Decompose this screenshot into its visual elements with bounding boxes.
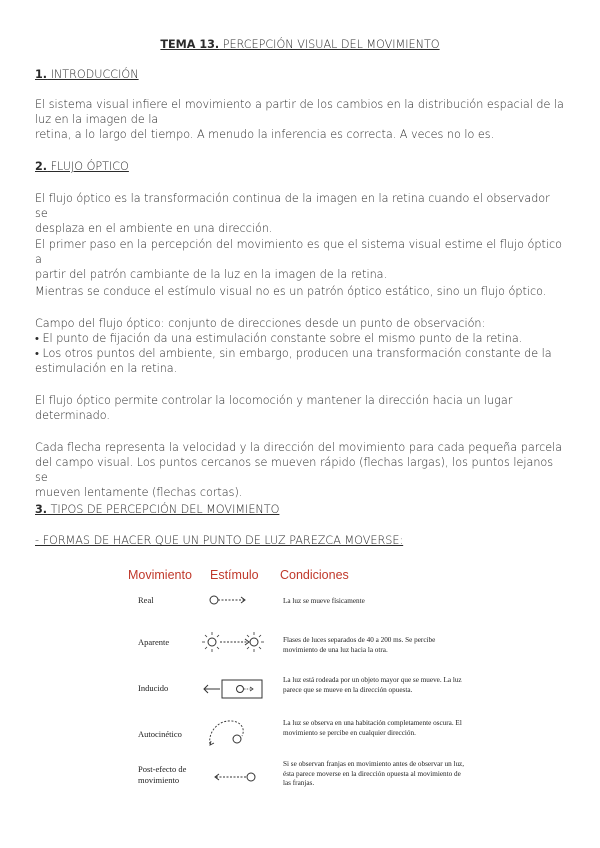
cond-aparente: Flases de luces separados de 40 a 200 ms. Se percibe movimiento de una luz hacia la otra. [283, 636, 436, 654]
header-movimiento: Movimiento [128, 568, 192, 582]
autokinetic-stimulus-icon [206, 716, 256, 748]
subheading-formas: - FORMAS DE HACER QUE UN PUNTO DE LUZ PAREZCA MOVERSE: [35, 534, 404, 547]
page-title: TEMA 13. PERCEPCIÓN VISUAL DEL MOVIMIENTO [160, 38, 440, 51]
row-label-inducido: Inducido [138, 683, 169, 693]
cond-post-efecto: Si se observan franjas en movimiento antes de observar un luz, ésta parece moverse en la dirección opuesta al movimiento de las franjas. [283, 760, 465, 787]
induced-motion-stimulus-icon [202, 678, 266, 700]
paragraph-locomocion: El flujo óptico permite controlar la locomoción y mantener la dirección hacia un lugar determinado. [35, 394, 513, 422]
row-label-real: Real [138, 595, 154, 605]
cond-inducido: La luz está rodeada por un objeto mayor que se mueve. La luz parece que se mueve en la dirección opuesta. [283, 676, 462, 694]
header-condiciones: Condiciones [280, 568, 349, 582]
paragraph-flechas: Cada flecha representa la velocidad y la dirección del movimiento para cada pequeña parcela del campo visual. Los puntos cercanos se mueven rápido (flechas largas), los puntos lejanos se mueven lentamente (flechas cortas). [35, 441, 563, 499]
apparent-motion-stimulus-icon [202, 628, 266, 656]
cond-autocinetico: La luz se observa en una habitación completamente oscura. El movimiento se percibe en cualquier dirección. [283, 719, 462, 737]
paragraph-introduccion: El sistema visual infiere el movimiento a partir de los cambios en la distribución espacial de la luz en la imagen de la retina, a lo largo del tiempo. A menudo la inferencia es correcta. A veces no lo es. [35, 98, 564, 141]
header-estimulo: Estímulo [210, 568, 259, 582]
row-label-aparente: Aparente [138, 637, 170, 647]
cond-real: La luz se mueve físicamente [283, 597, 365, 605]
row-label-post-efecto: Post-efecto de movimiento [138, 764, 187, 785]
motion-aftereffect-stimulus-icon [214, 770, 258, 784]
section-heading-introduccion: 1. INTRODUCCIÓN [35, 68, 139, 81]
section-heading-tipos: 3. TIPOS DE PERCEPCIÓN DEL MOVIMIENTO [35, 503, 280, 516]
paragraph-primer-paso: El primer paso en la percepción del movimiento es que el sistema visual estime el flujo óptico a partir del patrón cambiante de la luz en la imagen de la retina. [35, 238, 562, 281]
real-motion-stimulus-icon [208, 593, 248, 607]
motion-types-table [128, 568, 498, 798]
section-heading-flujo-optico: 2. FLUJO ÓPTICO [35, 160, 129, 173]
paragraph-flujo-def: El flujo óptico es la transformación continua de la imagen en la retina cuando el observador se desplaza en el ambiente en una dirección. [35, 192, 550, 235]
row-label-autocinetico: Autocinético [138, 729, 182, 739]
paragraph-campo-flujo: Campo del flujo óptico: conjunto de direcciones desde un punto de observación: • El punto de fijación da una estimulación constante sobre el mismo punto de la retina. • Los otros puntos del ambiente, sin embargo, producen una transformación constante de la estimulación en la retina. [35, 317, 552, 375]
paragraph-conduce: Mientras se conduce el estímulo visual no es un patrón óptico estático, sino un flujo óptico. [35, 285, 547, 298]
